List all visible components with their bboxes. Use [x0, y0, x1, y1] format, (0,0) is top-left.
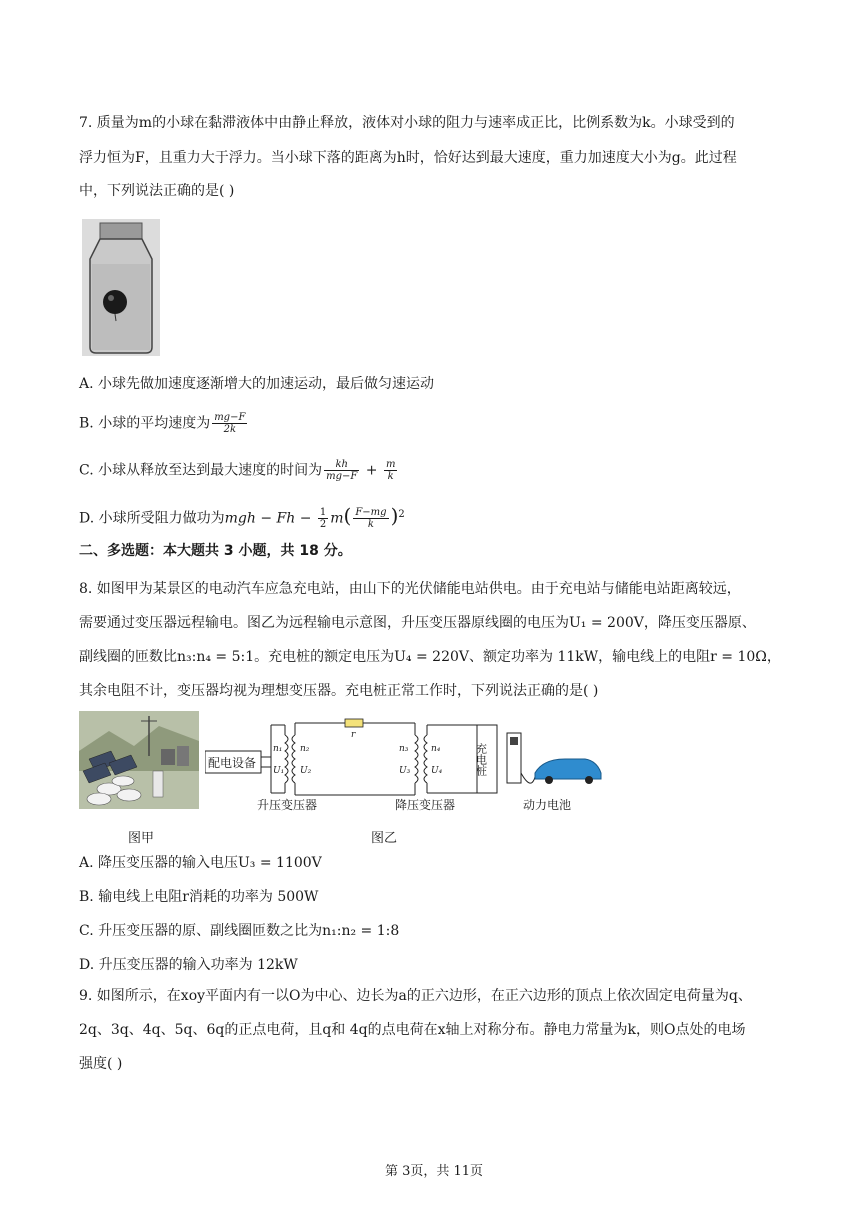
- q7-option-d-square: 2: [398, 509, 405, 520]
- diagram-n2: n₂: [300, 744, 310, 754]
- q7-option-d-m: m: [330, 510, 344, 527]
- q7-option-d-half-num: 1: [319, 507, 327, 519]
- diagram-n1: n₁: [273, 744, 283, 754]
- charging-station-photo: [79, 711, 199, 809]
- q7-option-d-num: F−mg: [355, 507, 387, 519]
- diagram-n4: n₄: [431, 744, 441, 754]
- diagram-battery-label: 动力电池: [523, 798, 572, 812]
- diagram-u4: U₄: [431, 766, 443, 776]
- q7-option-d-half: [318, 507, 328, 530]
- q7-option-b: [79, 412, 249, 435]
- q7-option-b-numerator: mg−F: [214, 412, 246, 423]
- q7-option-c-num-1: kh: [324, 459, 359, 471]
- q8-option-b: B. 输电线上电阻r消耗的功率为 500W: [79, 889, 319, 905]
- q7-option-c-fraction-2: [384, 459, 397, 482]
- q9-line-2: 2q、3q、4q、5q、6q的正点电荷，且q和 4q的点电荷在x轴上对称分布。静电力常量为k，则O点处的电场: [79, 1022, 746, 1038]
- q7-option-c-fraction-1: [324, 459, 359, 482]
- section-title-multiple-choice: 二、多选题：本大题共 3 小题，共 18 分。: [79, 543, 352, 559]
- diagram-step-down-label: 降压变压器: [395, 798, 456, 812]
- diagram-u2: U₂: [300, 766, 312, 776]
- diagram-u3: U₃: [399, 766, 411, 776]
- page-footer: 第 3页，共 11页: [384, 1164, 484, 1179]
- q7-option-b-fraction: [212, 412, 247, 435]
- diagram-r: r: [351, 730, 356, 740]
- transmission-diagram: [205, 713, 605, 813]
- q7-option-d: D. 小球所受阻力做功为mgh − Fh − $\frac{1}{2}$ m( $\frac{F-mg}{k}$ )$^2$: [79, 503, 405, 531]
- q7-option-d-expr: mgh − Fh −: [224, 510, 316, 527]
- q7-option-c: [79, 459, 399, 482]
- diagram-u1: U₁: [273, 766, 285, 776]
- q7-option-c-den-2: k: [387, 471, 394, 482]
- q7-line-1: 7. 质量为m的小球在黏滞液体中由静止释放，液体对小球的阻力与速率成正比，比例系数为k。小球受到的: [79, 115, 735, 131]
- diagram-source-label: 配电设备: [208, 756, 257, 770]
- jar-with-ball-image: [82, 219, 160, 356]
- q7-option-b-prefix: B. 小球的平均速度为: [79, 415, 211, 432]
- q7-option-c-num-2: m: [385, 459, 396, 470]
- q7-option-c-den-1: mg−F: [326, 471, 358, 482]
- diagram-step-up-label: 升压变压器: [257, 798, 318, 812]
- q7-option-c-prefix: C. 小球从释放至达到最大速度的时间为: [79, 462, 323, 479]
- q8-line-1: 8. 如图甲为某景区的电动汽车应急充电站，由山下的光伏储能电站供电。由于充电站与储能电站距离较远，: [79, 581, 741, 597]
- q8-line-2: 需要通过变压器远程输电。图乙为远程输电示意图，升压变压器原线圈的电压为U₁ = 200V，降压变压器原、: [79, 615, 756, 631]
- q8-line-4: 其余电阻不计，变压器均视为理想变压器。充电桩正常工作时，下列说法正确的是( ): [79, 683, 599, 699]
- q7-line-3: 中，下列说法正确的是( ): [79, 183, 235, 199]
- q7-option-c-plus: +: [361, 462, 382, 479]
- q8-option-d: D. 升压变压器的输入功率为 12kW: [79, 957, 298, 973]
- q7-option-d-half-den: 2: [319, 519, 327, 531]
- figure-a-caption: 图甲: [128, 831, 155, 846]
- figure-b-caption: 图乙: [371, 831, 398, 846]
- diagram-charger-label: 充电桩: [474, 743, 488, 776]
- q7-line-2: 浮力恒为F，且重力大于浮力。当小球下落的距离为h时，恰好达到最大速度，重力加速度大小为g。此过程: [79, 150, 737, 166]
- q8-line-3: 副线圈的匝数比n₃:n₄ = 5:1。充电桩的额定电压为U₄ = 220V、额定功率为 11kW，输电线上的电阻r = 10Ω，: [79, 649, 781, 665]
- q9-line-3: 强度( ): [79, 1056, 123, 1072]
- q7-option-b-denominator: 2k: [223, 424, 237, 435]
- diagram-n3: n₃: [399, 744, 409, 754]
- q7-option-d-fraction: [353, 507, 388, 530]
- q8-option-c: C. 升压变压器的原、副线圈匝数之比为n₁:n₂ = 1:8: [79, 923, 400, 939]
- q9-line-1: 9. 如图所示，在xoy平面内有一以O为中心、边长为a的正六边形，在正六边形的顶点上依次固定电荷量为q、: [79, 988, 752, 1004]
- q7-option-d-prefix: D. 小球所受阻力做功为: [79, 510, 225, 527]
- q8-option-a: A. 降压变压器的输入电压U₃ = 1100V: [79, 855, 322, 871]
- q7-option-a: A. 小球先做加速度逐渐增大的加速运动，最后做匀速运动: [79, 376, 435, 392]
- q7-option-d-den: k: [367, 519, 374, 531]
